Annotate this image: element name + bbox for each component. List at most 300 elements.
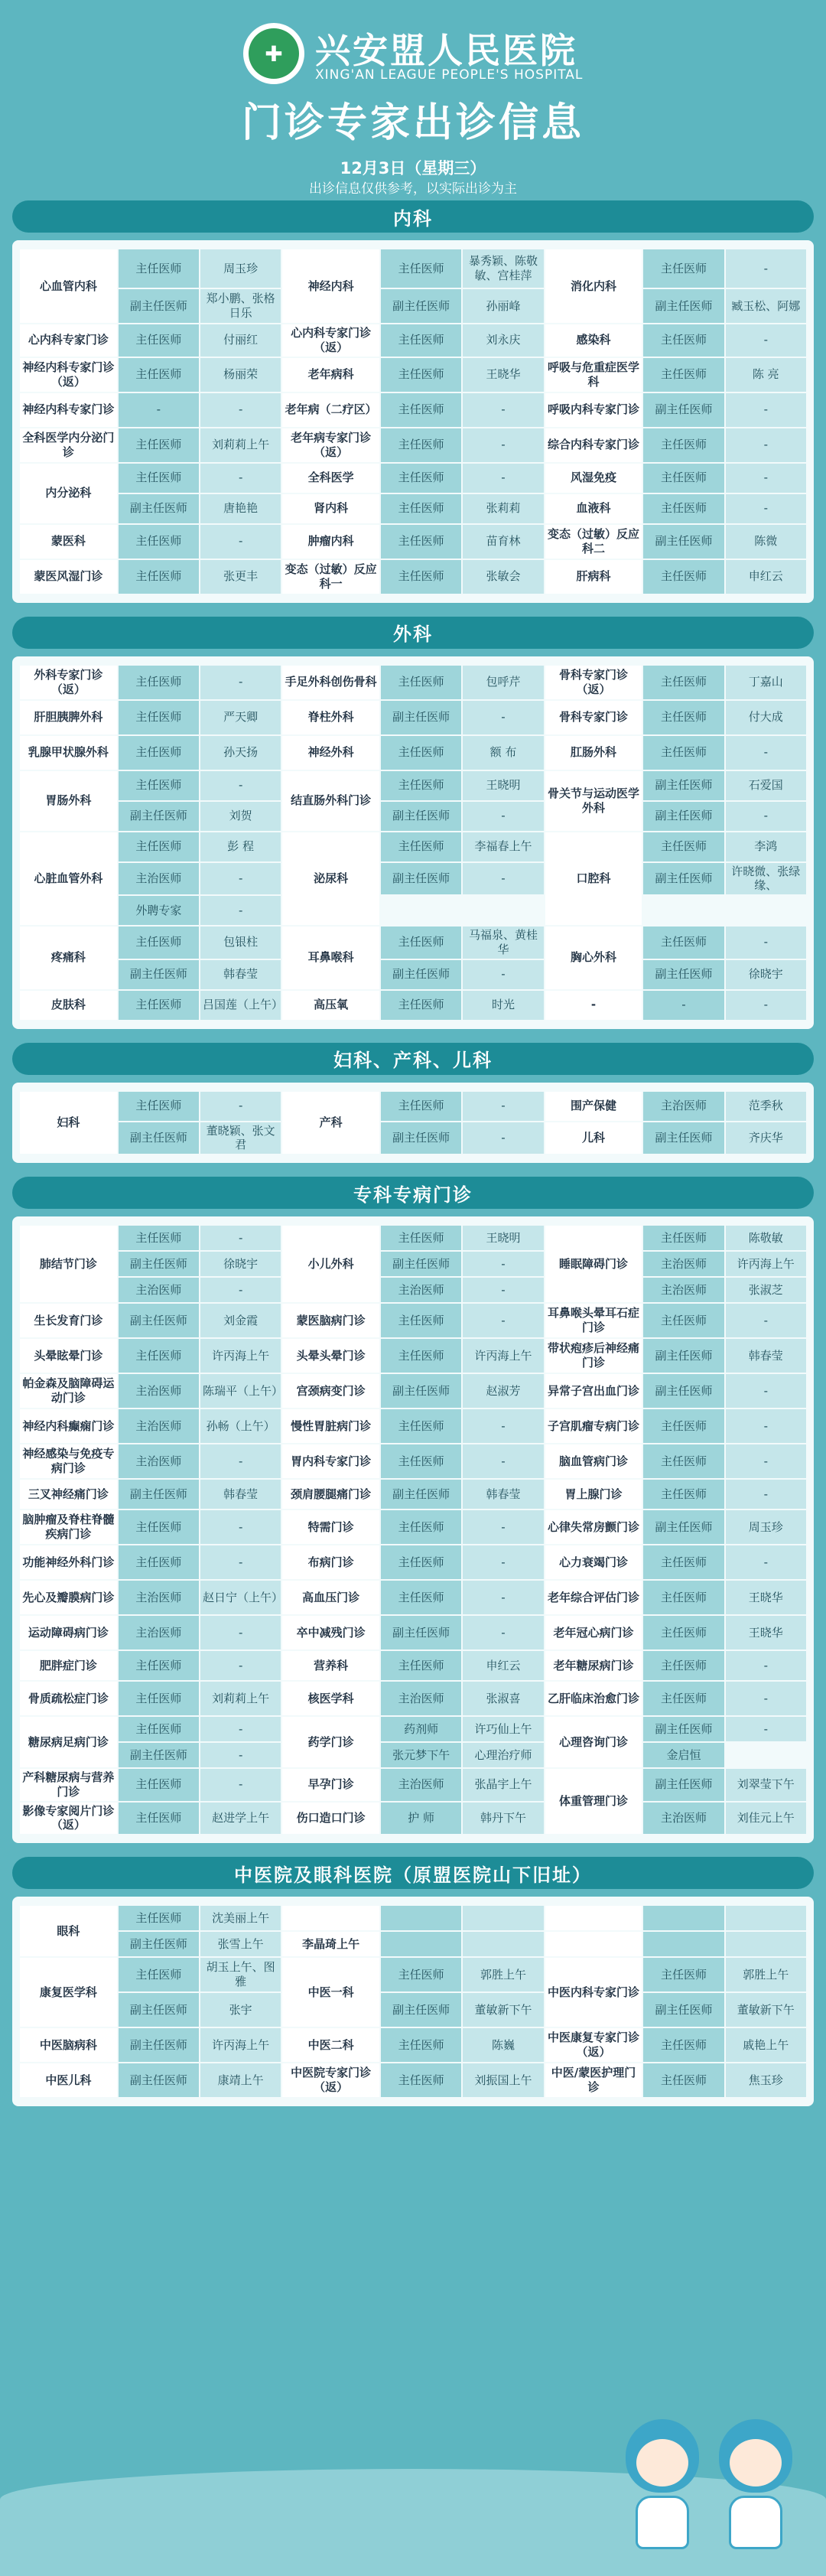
table-row xyxy=(19,2063,807,2098)
doctor-name: 石爱国 xyxy=(748,778,783,793)
doctor-name: 许丙海上午 xyxy=(737,1256,795,1271)
doctor-title-cell xyxy=(380,249,462,288)
doctor-name: 李鸿 xyxy=(754,839,778,854)
doctor-title-cell xyxy=(118,324,200,357)
doctor-title: 主任医师 xyxy=(660,1313,707,1327)
department-name: 脑肿瘤及脊柱脊髓疾病门诊 xyxy=(22,1513,115,1541)
department-name: 老年综合评估门诊 xyxy=(547,1590,639,1604)
table-row xyxy=(19,1303,807,1338)
doctor-title-cell xyxy=(642,862,724,896)
schedule-table xyxy=(18,1090,808,1156)
table-row xyxy=(19,249,807,288)
doctor-name: 周玉珍 xyxy=(748,1519,783,1534)
doctor-title: 主任医师 xyxy=(135,1691,182,1705)
doctor-name: 包银柱 xyxy=(223,935,259,949)
doctor-title-cell xyxy=(380,288,462,324)
doctor-name: - xyxy=(501,471,506,485)
table-row xyxy=(19,1509,807,1545)
department-name: 中医二科 xyxy=(307,2037,354,2052)
department-name: 蒙医科 xyxy=(50,534,86,549)
department-cell xyxy=(281,1479,380,1509)
doctor-title: 主任医师 xyxy=(398,402,444,417)
doctor-title: 主治医师 xyxy=(135,1590,182,1604)
doctor-name-cell xyxy=(725,1225,807,1251)
doctor-name: - xyxy=(763,1658,769,1672)
department-cell xyxy=(545,1957,643,2027)
table-row xyxy=(19,895,807,926)
doctor-title-cell xyxy=(642,926,724,959)
doctor-title-cell xyxy=(118,1545,200,1580)
doctor-name-cell xyxy=(725,1905,807,1931)
doctor-name: 陈瑞平（上午） xyxy=(203,1383,284,1398)
doctor-title: 副主任医师 xyxy=(392,871,450,885)
doctor-title: 主任医师 xyxy=(660,1625,707,1640)
doctor-title-cell xyxy=(380,862,462,896)
table-row xyxy=(19,1615,807,1650)
doctor-title: 主任医师 xyxy=(398,367,444,382)
doctor-name: 韩春莹 xyxy=(748,1348,783,1363)
doctor-title: 主任医师 xyxy=(660,745,707,760)
department-cell xyxy=(281,2027,380,2063)
doctor-title-cell xyxy=(380,1992,462,2027)
department-name: 老年糖尿病门诊 xyxy=(553,1658,634,1672)
doctor-name: - xyxy=(763,501,769,516)
department-cell xyxy=(545,926,643,990)
department-cell xyxy=(281,1373,380,1408)
department-cell xyxy=(19,990,118,1021)
doctor-title: 主治医师 xyxy=(660,1256,707,1271)
department-cell xyxy=(545,1479,643,1509)
department-cell xyxy=(281,1580,380,1615)
doctor-name-cell xyxy=(462,1580,544,1615)
doctor-name-cell xyxy=(200,428,281,463)
doctor-name-cell xyxy=(462,1992,544,2027)
department-name: 呼吸内科专家门诊 xyxy=(547,402,639,417)
doctor-name-cell xyxy=(462,1373,544,1408)
doctor-name: - xyxy=(238,1519,243,1534)
department-name: 颈肩腰腿痛门诊 xyxy=(291,1487,372,1501)
schedule-date: 12月3日（星期三） xyxy=(340,159,486,177)
doctor-title: 主任医师 xyxy=(398,1099,444,1113)
doctor-name: 王晓明 xyxy=(486,1230,521,1245)
doctor-name: - xyxy=(763,261,769,275)
doctor-name: 赵进学上午 xyxy=(212,1810,270,1825)
doctor-title-cell xyxy=(642,700,724,735)
doctor-title-cell xyxy=(380,1650,462,1681)
doctor-title: 副主任医师 xyxy=(655,1721,713,1736)
doctor-title-cell xyxy=(118,428,200,463)
doctor-name: 陈 亮 xyxy=(752,367,779,382)
doctor-title: 副主任医师 xyxy=(655,1348,713,1363)
doctor-name-cell xyxy=(725,665,807,700)
doctor-title-cell xyxy=(118,770,200,801)
department-cell xyxy=(281,770,380,832)
doctor-title-cell xyxy=(118,1957,200,1992)
department-cell xyxy=(19,1303,118,1338)
department-cell xyxy=(281,249,380,324)
doctor-title-cell xyxy=(642,1373,724,1408)
doctor-title-cell xyxy=(380,700,462,735)
doctor-title-cell xyxy=(642,1091,724,1122)
doctor-title: 主任医师 xyxy=(398,998,444,1012)
doctor-name-cell xyxy=(725,357,807,392)
doctor-title: 副主任医师 xyxy=(392,809,450,823)
doctor-title: 副主任医师 xyxy=(655,1130,713,1145)
department-cell xyxy=(281,926,380,990)
doctor-name-cell xyxy=(200,1580,284,1615)
doctor-title-cell xyxy=(642,463,724,493)
doctor-title: 主任医师 xyxy=(398,501,444,516)
doctor-name-cell xyxy=(462,2027,544,2063)
department-cell xyxy=(545,1444,643,1479)
doctor-title-cell xyxy=(380,1681,462,1716)
doctor-title: 副主任医师 xyxy=(129,2037,187,2052)
department-name: 心内科专家门诊（返） xyxy=(291,326,372,354)
department-name: 异常子宫出血门诊 xyxy=(547,1383,639,1398)
doctor-name: - xyxy=(763,1418,769,1433)
department-name: 心脏血管外科 xyxy=(34,871,103,885)
doctor-title: 副主任医师 xyxy=(129,1313,187,1327)
doctor-name: - xyxy=(763,1454,769,1468)
department-cell xyxy=(281,735,380,770)
department-name: 功能神经外科门诊 xyxy=(22,1555,115,1569)
doctor-name: 张晶宇上午 xyxy=(474,1777,532,1792)
department-name: 老年病专家门诊（返） xyxy=(291,430,372,459)
department-cell xyxy=(281,1444,380,1479)
mascot-nurse-icon xyxy=(719,2419,792,2553)
department-cell xyxy=(545,357,643,392)
doctor-name: - xyxy=(763,745,769,760)
department-cell xyxy=(281,463,380,493)
department-cell xyxy=(545,2027,643,2063)
doctor-name: - xyxy=(238,903,243,917)
doctor-name-cell xyxy=(462,392,544,428)
hospital-name: 兴安盟人民医院 xyxy=(315,30,577,71)
schedule-table-panel xyxy=(12,240,814,603)
doctor-title-cell xyxy=(642,1768,724,1802)
doctor-name-cell xyxy=(462,1479,544,1509)
doctor-title: 主任医师 xyxy=(135,1658,182,1672)
doctor-name: - xyxy=(238,1777,243,1792)
doctor-title: 副主任医师 xyxy=(655,402,713,417)
department-name: 胃内科专家门诊 xyxy=(291,1454,372,1468)
doctor-name: - xyxy=(238,1658,243,1672)
doctor-name-cell xyxy=(725,1802,807,1835)
department-cell xyxy=(281,1931,380,1957)
doctor-name: - xyxy=(501,1454,506,1468)
doctor-name: 赵淑芳 xyxy=(486,1383,521,1398)
doctor-title: 副主任医师 xyxy=(392,1625,450,1640)
doctor-title-cell xyxy=(642,2027,724,2063)
doctor-title-cell xyxy=(642,493,724,524)
doctor-title: 主任医师 xyxy=(135,261,182,275)
department-name: 心血管内科 xyxy=(39,278,97,293)
doctor-name-cell xyxy=(200,288,281,324)
doctor-name: 时光 xyxy=(491,998,515,1012)
doctor-name-cell xyxy=(725,559,807,594)
department-cell xyxy=(545,1615,643,1650)
doctor-title-cell xyxy=(118,524,200,559)
doctor-name-cell xyxy=(725,463,807,493)
doctor-name-cell xyxy=(462,1957,544,1992)
table-row xyxy=(19,862,807,896)
doctor-name: 许巧仙上午 xyxy=(474,1721,532,1736)
doctor-title: 副主任医师 xyxy=(392,2002,450,2017)
department-name: 心力衰竭门诊 xyxy=(558,1555,628,1569)
department-cell xyxy=(281,1615,380,1650)
department-cell xyxy=(281,1768,380,1802)
table-row xyxy=(19,801,807,832)
doctor-name: 范季秋 xyxy=(748,1099,783,1113)
doctor-name: - xyxy=(501,1099,506,1113)
doctor-title-cell xyxy=(118,559,200,594)
doctor-name-cell xyxy=(462,1251,544,1277)
department-cell xyxy=(281,357,380,392)
doctor-name: - xyxy=(238,778,243,793)
doctor-name: - xyxy=(238,1625,243,1640)
doctor-title-cell xyxy=(118,1716,200,1742)
department-cell xyxy=(545,1681,643,1716)
doctor-name-cell xyxy=(725,1509,807,1545)
doctor-title: 主治医师 xyxy=(135,1282,182,1297)
doctor-title: 主任医师 xyxy=(398,438,444,452)
department-name: 神经外科 xyxy=(307,745,354,760)
doctor-name: - xyxy=(501,1625,506,1640)
doctor-name: 额 布 xyxy=(489,745,517,760)
doctor-title-cell xyxy=(642,1905,724,1931)
department-cell xyxy=(545,428,643,463)
doctor-name: 刘永庆 xyxy=(486,333,521,347)
doctor-name: - xyxy=(763,1383,769,1398)
doctor-title: 主任医师 xyxy=(398,1555,444,1569)
department-name: 胃肠外科 xyxy=(45,793,92,808)
table-row xyxy=(19,463,807,493)
department-cell xyxy=(281,990,380,1021)
doctor-title-cell xyxy=(118,392,200,428)
doctor-name-cell xyxy=(200,1802,281,1835)
doctor-name: - xyxy=(238,471,243,485)
doctor-name-cell xyxy=(462,1716,544,1742)
doctor-name: 齐庆华 xyxy=(748,1130,783,1145)
doctor-title: 主任医师 xyxy=(398,1519,444,1534)
department-name: 感染科 xyxy=(576,333,611,347)
doctor-name: 徐晓宇 xyxy=(748,967,783,982)
doctor-name-cell xyxy=(462,463,544,493)
doctor-title-cell xyxy=(118,1768,200,1802)
department-cell xyxy=(281,665,380,700)
department-name: 带状疱疹后神经痛门诊 xyxy=(547,1341,639,1369)
department-cell xyxy=(545,735,643,770)
doctor-name-cell xyxy=(725,1444,807,1479)
doctor-name: 陈巍 xyxy=(491,2037,515,2052)
doctor-name-cell xyxy=(200,1251,281,1277)
doctor-title-cell xyxy=(118,2027,200,2063)
doctor-name-cell xyxy=(725,990,807,1021)
department-cell xyxy=(19,2027,118,2063)
doctor-name-cell xyxy=(462,1768,544,1802)
doctor-name: - xyxy=(501,1418,506,1433)
doctor-name-cell xyxy=(200,524,281,559)
doctor-title-cell xyxy=(380,493,462,524)
department-cell xyxy=(545,770,643,832)
doctor-title: 主任医师 xyxy=(135,675,182,689)
doctor-name-cell xyxy=(725,324,807,357)
department-cell xyxy=(281,493,380,524)
doctor-name-cell xyxy=(725,249,807,288)
department-cell xyxy=(281,1225,380,1303)
doctor-name: - xyxy=(763,998,769,1012)
doctor-name: 彭 程 xyxy=(227,839,255,854)
doctor-title-cell xyxy=(118,1408,200,1444)
doctor-name-cell xyxy=(200,1408,281,1444)
department-name: 皮肤科 xyxy=(50,998,86,1012)
schedule-table-panel xyxy=(12,1216,814,1843)
doctor-title-cell xyxy=(380,1580,462,1615)
doctor-title-cell xyxy=(118,1742,200,1768)
department-name: 头晕头晕门诊 xyxy=(296,1348,366,1363)
department-name: 康复医学科 xyxy=(39,1985,97,1999)
table-row xyxy=(19,1251,807,1277)
doctor-name: 董晓颖、张文君 xyxy=(206,1123,275,1152)
page-title: 门诊专家出诊信息 xyxy=(241,100,584,146)
table-row xyxy=(19,1681,807,1716)
doctor-title: - xyxy=(681,998,686,1012)
doctor-name-cell xyxy=(200,1545,281,1580)
doctor-name-cell xyxy=(725,1303,807,1338)
doctor-title: 主任医师 xyxy=(135,710,182,725)
table-row xyxy=(19,1742,807,1768)
doctor-title-cell xyxy=(118,1992,200,2027)
doctor-name-cell xyxy=(462,832,544,862)
doctor-title: 主治医师 xyxy=(660,1099,707,1113)
doctor-name-cell xyxy=(200,735,281,770)
department-cell xyxy=(19,357,118,392)
department-name: 中医脑病科 xyxy=(39,2037,97,2052)
doctor-title-cell xyxy=(380,990,462,1021)
doctor-title-cell xyxy=(118,249,200,288)
doctor-title-cell xyxy=(642,1479,724,1509)
doctor-name-cell xyxy=(200,1338,281,1373)
doctor-title-cell xyxy=(642,1338,724,1373)
department-name: 三叉神经痛门诊 xyxy=(28,1487,109,1501)
department-cell xyxy=(281,700,380,735)
doctor-title-cell xyxy=(380,1408,462,1444)
schedule-table xyxy=(18,1904,808,2099)
table-row xyxy=(19,1338,807,1373)
doctor-title: 副主任医师 xyxy=(655,298,713,313)
department-name: 骨质疏松症门诊 xyxy=(28,1691,109,1705)
doctor-name-cell xyxy=(200,1303,281,1338)
doctor-title-cell xyxy=(642,288,724,324)
doctor-name-cell xyxy=(200,463,281,493)
doctor-title-cell xyxy=(380,1931,462,1957)
department-cell xyxy=(19,770,118,832)
department-name: 脑血管病门诊 xyxy=(558,1454,628,1468)
doctor-title: 主任医师 xyxy=(135,1810,182,1825)
doctor-title: 主任医师 xyxy=(398,935,444,949)
doctor-title-cell xyxy=(118,700,200,735)
table-row xyxy=(19,392,807,428)
doctor-name-cell xyxy=(725,1122,807,1155)
doctor-name: 赵日宁（上午） xyxy=(203,1590,284,1604)
page-header xyxy=(0,0,826,200)
doctor-title: 主任医师 xyxy=(660,1590,707,1604)
doctor-title-cell xyxy=(642,1615,724,1650)
doctor-name: 张敏会 xyxy=(486,569,521,584)
department-name: 乙肝临床治愈门诊 xyxy=(547,1691,639,1705)
department-cell xyxy=(545,249,643,324)
department-cell xyxy=(19,735,118,770)
department-cell xyxy=(545,1905,643,1931)
doctor-name: 许丙海上午 xyxy=(212,2037,270,2052)
doctor-title-cell xyxy=(642,1509,724,1545)
mascot-doctor-icon xyxy=(626,2419,699,2553)
doctor-name: - xyxy=(763,1555,769,1569)
doctor-title-cell xyxy=(118,1338,200,1373)
doctor-title-cell xyxy=(642,559,724,594)
schedule-sections xyxy=(0,200,826,2106)
doctor-title-cell xyxy=(380,1905,462,1931)
doctor-title: 主任医师 xyxy=(660,261,707,275)
department-cell xyxy=(545,1338,643,1373)
doctor-title: 主任医师 xyxy=(660,1454,707,1468)
doctor-name-cell xyxy=(725,735,807,770)
doctor-name-cell xyxy=(200,559,281,594)
doctor-name: - xyxy=(501,967,506,982)
doctor-title: 护 师 xyxy=(408,1810,435,1825)
doctor-name: 许晓微、张绿缘、 xyxy=(731,864,801,893)
doctor-name: 孙丽峰 xyxy=(486,298,521,313)
doctor-name-cell xyxy=(462,1303,544,1338)
doctor-name: 许丙海上午 xyxy=(474,1348,532,1363)
doctor-name-cell xyxy=(725,1479,807,1509)
department-name: 泌尿科 xyxy=(314,871,349,885)
doctor-title-cell xyxy=(118,665,200,700)
doctor-name-cell xyxy=(725,926,807,959)
department-name: 中医内科专家门诊 xyxy=(547,1985,639,1999)
doctor-name-cell xyxy=(200,1957,281,1992)
department-cell xyxy=(545,1373,643,1408)
section-header: 外科 xyxy=(12,617,814,649)
doctor-title: 副主任医师 xyxy=(129,967,187,982)
doctor-title: 主任医师 xyxy=(660,333,707,347)
doctor-name-cell xyxy=(200,1905,281,1931)
doctor-title: 主任医师 xyxy=(135,534,182,549)
doctor-name: 郑小鹏、张格日乐 xyxy=(206,291,275,320)
doctor-title: 主任医师 xyxy=(398,839,444,854)
department-name: 骨科专家门诊（返） xyxy=(558,667,628,696)
doctor-name: 韩春莹 xyxy=(223,967,259,982)
department-name: 产科 xyxy=(319,1115,343,1129)
table-row xyxy=(19,926,807,959)
department-cell xyxy=(545,1091,643,1122)
table-row xyxy=(19,559,807,594)
doctor-title: 主任医师 xyxy=(660,1487,707,1501)
doctor-title-cell xyxy=(642,959,724,990)
doctor-name-cell xyxy=(200,324,281,357)
doctor-name: 张淑喜 xyxy=(486,1691,521,1705)
doctor-title: 金启恒 xyxy=(666,1747,701,1762)
doctor-title-cell xyxy=(642,392,724,428)
department-name: 内分泌科 xyxy=(45,486,92,500)
department-name: 眼科 xyxy=(57,1923,80,1938)
doctor-title: 主治医师 xyxy=(398,1691,444,1705)
doctor-title-cell xyxy=(642,1650,724,1681)
doctor-name-cell xyxy=(200,959,281,990)
doctor-name: 许丙海上午 xyxy=(212,1348,270,1363)
doctor-title-cell xyxy=(118,1444,200,1479)
doctor-title: 副主任医师 xyxy=(129,1256,187,1271)
